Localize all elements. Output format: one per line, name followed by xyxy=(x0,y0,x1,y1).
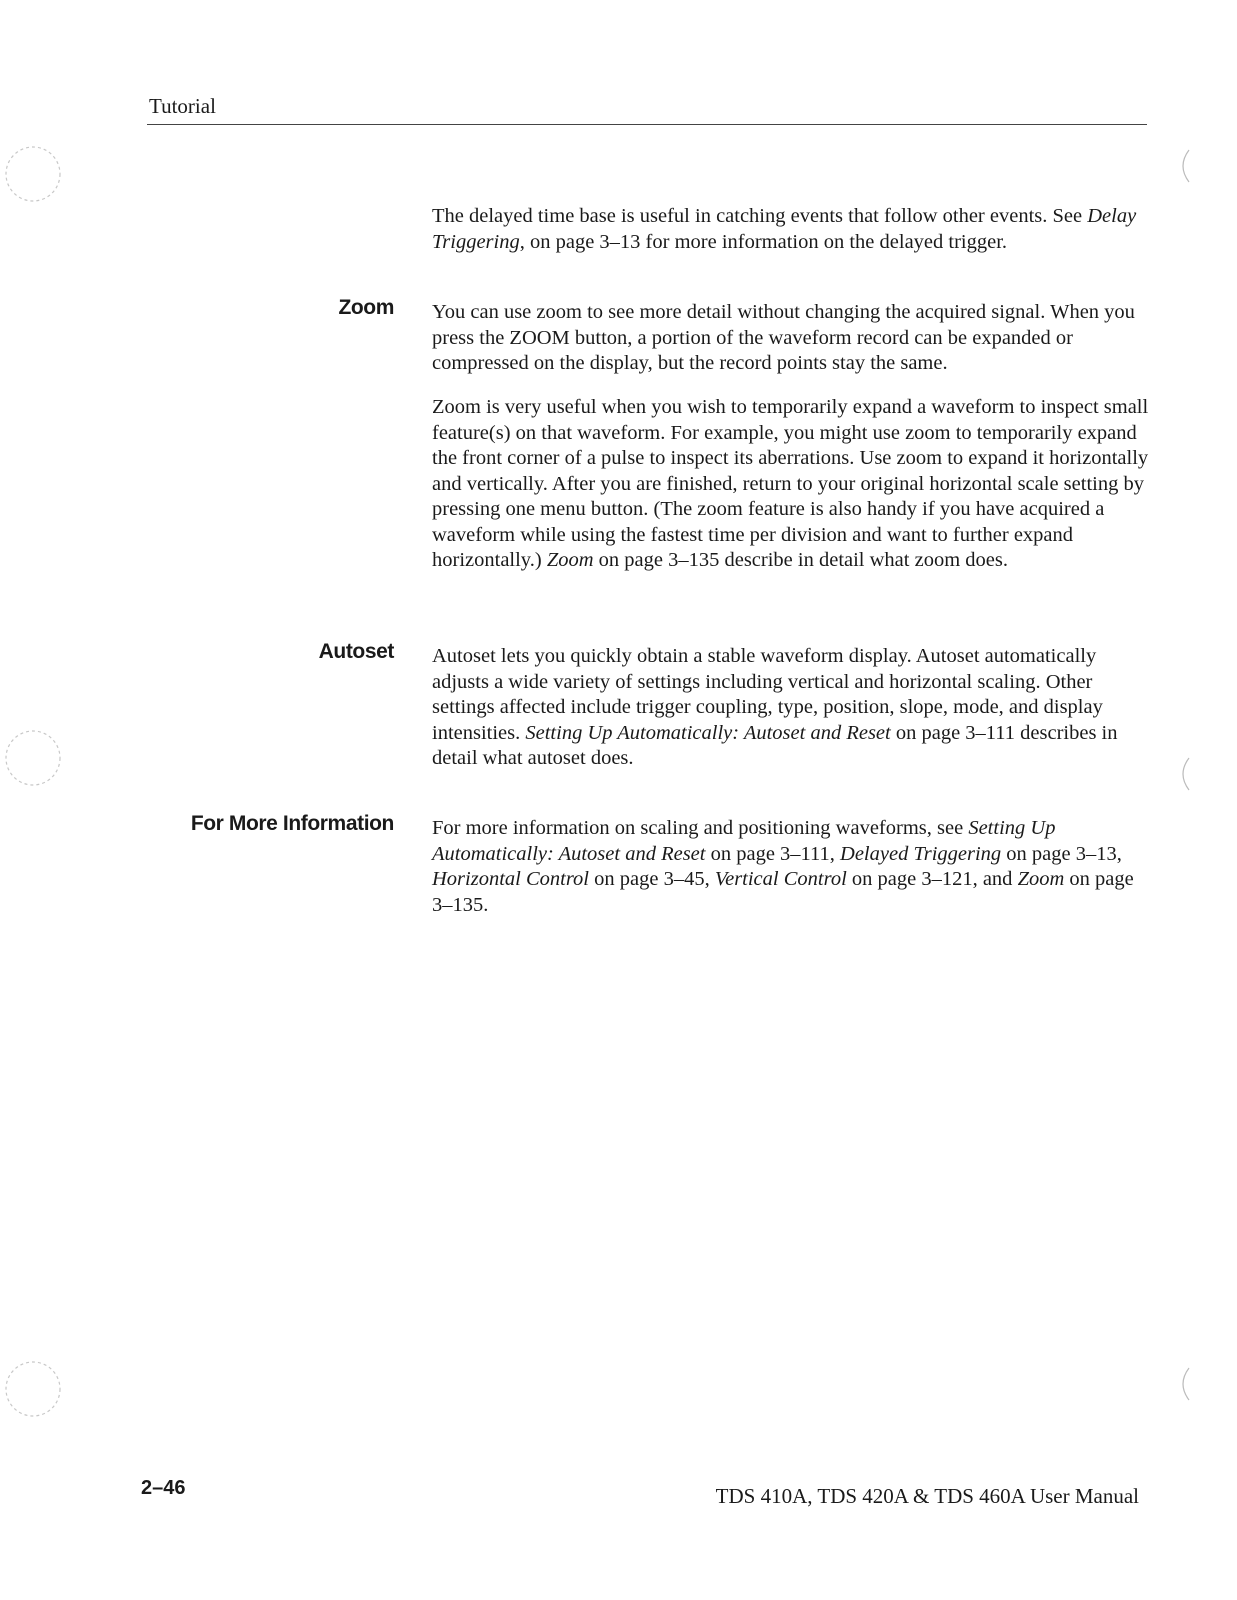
more-info-paragraph: For more information on scaling and positioning waveforms, see Setting Up Automatically: Autoset and Reset on page 3–111, Delayed Triggering on page 3–13, Horizontal Control on page 3–45, Vertical Control on page 3–121, and Zoom on page 3–135. xyxy=(432,817,1134,916)
more-info-heading: For More Information xyxy=(190,812,394,835)
xref-zoom: Zoom xyxy=(1017,868,1065,890)
running-header: Tutorial xyxy=(149,94,216,118)
xref-zoom: Zoom xyxy=(546,549,594,571)
zoom-paragraph-1: You can use zoom to see more detail without changing the acquired signal. When you press the ZOOM button, a portion of the waveform record can be expanded or compressed on the display, but the record points stay the same. xyxy=(432,301,1135,374)
margin-mark-icon xyxy=(1175,756,1193,792)
manual-title: TDS 410A, TDS 420A & TDS 460A User Manual xyxy=(715,1484,1139,1508)
xref-horizontal-control: Horizontal Control xyxy=(432,868,590,890)
xref-autoset-reset: Setting Up Automatically: Autoset and Reset xyxy=(525,721,891,744)
punch-hole-icon xyxy=(0,1354,70,1424)
page-number: 2–46 xyxy=(141,1477,186,1499)
zoom-paragraph-2: Zoom is very useful when you wish to temporarily expand a waveform to inspect small feature(s) on that waveform. For example, you might use zoom to temporarily expand the front corner of a pulse to inspect its aberrations. Use zoom to expand it horizontally and vertically. After you are finished, return to your original horizontal scale setting by pressing one menu button. (The zoom feature is also handy if you have acquired a waveform while using the fastest time per division and want to further expand horizontally.) Zoom on page 3–135 describe in detail what zoom does. xyxy=(432,396,1149,571)
autoset-heading: Autoset xyxy=(318,640,394,663)
autoset-paragraph: Autoset lets you quickly obtain a stable waveform display. Autoset automatically adjusts a wide variety of settings including vertical and horizontal scaling. Other settings affected include trigger coupling, type, position, slope, mode, and display intensities. Setting Up Automatically: Autoset and Reset on page 3–111 describes in detail what autoset does. xyxy=(432,645,1118,769)
margin-mark-icon xyxy=(1175,1366,1193,1402)
xref-vertical-control: Vertical Control xyxy=(714,868,847,890)
xref-delayed-triggering: Delayed Triggering xyxy=(840,842,1002,865)
punch-hole-icon xyxy=(0,139,70,209)
intro-paragraph: The delayed time base is useful in catching events that follow other events. See Delay Triggering, on page 3–13 for more information on the delayed trigger. xyxy=(432,205,1137,253)
margin-mark-icon xyxy=(1175,148,1193,184)
zoom-heading: Zoom xyxy=(338,296,394,319)
xref-autoset-reset: Setting Up Automatically: Autoset and Reset xyxy=(432,817,1056,865)
xref-delay-triggering: Delay Triggering xyxy=(432,205,1137,253)
punch-hole-icon xyxy=(0,723,70,793)
header-rule xyxy=(147,124,1147,125)
